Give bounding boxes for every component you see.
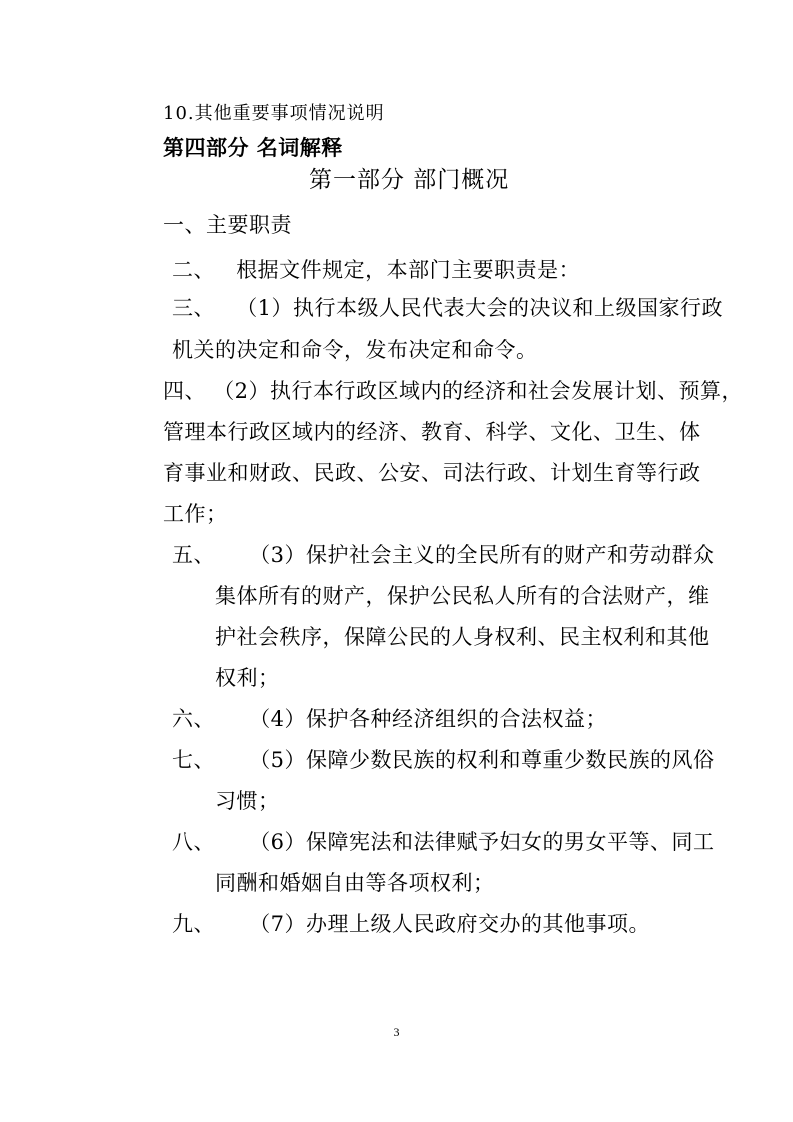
paragraph-marker: 三、 xyxy=(172,296,215,320)
paragraph-5-line-4: 权利； xyxy=(215,666,280,690)
paragraph-text: （5）保障少数民族的权利和尊重少数民族的风俗 xyxy=(249,748,715,772)
toc-item-10: 10.其他重要事项情况说明 xyxy=(163,103,385,124)
paragraph-text: （3）保护社会主义的全民所有的财产和劳动群众 xyxy=(249,543,715,567)
paragraph-2 xyxy=(172,256,580,284)
paragraph-3-line-2: 机关的决定和命令，发布决定和命令。 xyxy=(172,338,538,362)
paragraph-6 xyxy=(172,705,607,733)
paragraph-text: （7）办理上级人民政府交办的其他事项。 xyxy=(249,912,651,936)
paragraph-4-line-1 xyxy=(163,377,743,405)
paragraph-marker: 八、 xyxy=(172,830,215,854)
paragraph-5-line-1 xyxy=(172,541,715,569)
paragraph-9 xyxy=(172,910,650,938)
paragraph-marker: 九、 xyxy=(172,912,215,936)
paragraph-4-line-4: 工作； xyxy=(163,502,228,526)
paragraph-text: （6）保障宪法和法律赋予妇女的男女平等、同工 xyxy=(249,830,715,854)
paragraph-7-line-1 xyxy=(172,746,715,774)
paragraph-7-line-2: 习惯； xyxy=(215,789,280,813)
part-title: 第一部分 部门概况 xyxy=(309,167,510,193)
paragraph-3-line-1 xyxy=(172,294,723,322)
page-number: 3 xyxy=(393,1025,400,1039)
toc-item-part4: 第四部分 名词解释 xyxy=(163,136,343,160)
paragraph-text: （1）执行本级人民代表大会的决议和上级国家行政 xyxy=(236,296,724,320)
paragraph-8-line-2: 同酬和婚姻自由等各项权利； xyxy=(215,871,495,895)
paragraph-text: （2）执行本行政区域内的经济和社会发展计划、预算， xyxy=(213,379,744,403)
paragraph-text: 根据文件规定，本部门主要职责是： xyxy=(236,258,581,282)
paragraph-4-line-2: 管理本行政区域内的经济、教育、科学、文化、卫生、体 xyxy=(163,420,701,444)
paragraph-4-line-3: 育事业和财政、民政、公安、司法行政、计划生育等行政 xyxy=(163,461,701,485)
paragraph-5-line-3: 护社会秩序，保障公民的人身权利、民主权利和其他 xyxy=(215,625,710,649)
paragraph-8-line-1 xyxy=(172,828,715,856)
paragraph-marker: 七、 xyxy=(172,748,215,772)
paragraph-text: （4）保护各种经济组织的合法权益； xyxy=(249,707,608,731)
paragraph-5-line-2: 集体所有的财产，保护公民私人所有的合法财产，维 xyxy=(215,584,710,608)
section-heading-duties: 一、主要职责 xyxy=(163,213,292,237)
paragraph-marker: 六、 xyxy=(172,707,215,731)
paragraph-marker: 二、 xyxy=(172,258,215,282)
paragraph-marker: 四、 xyxy=(163,379,206,403)
paragraph-marker: 五、 xyxy=(172,543,215,567)
